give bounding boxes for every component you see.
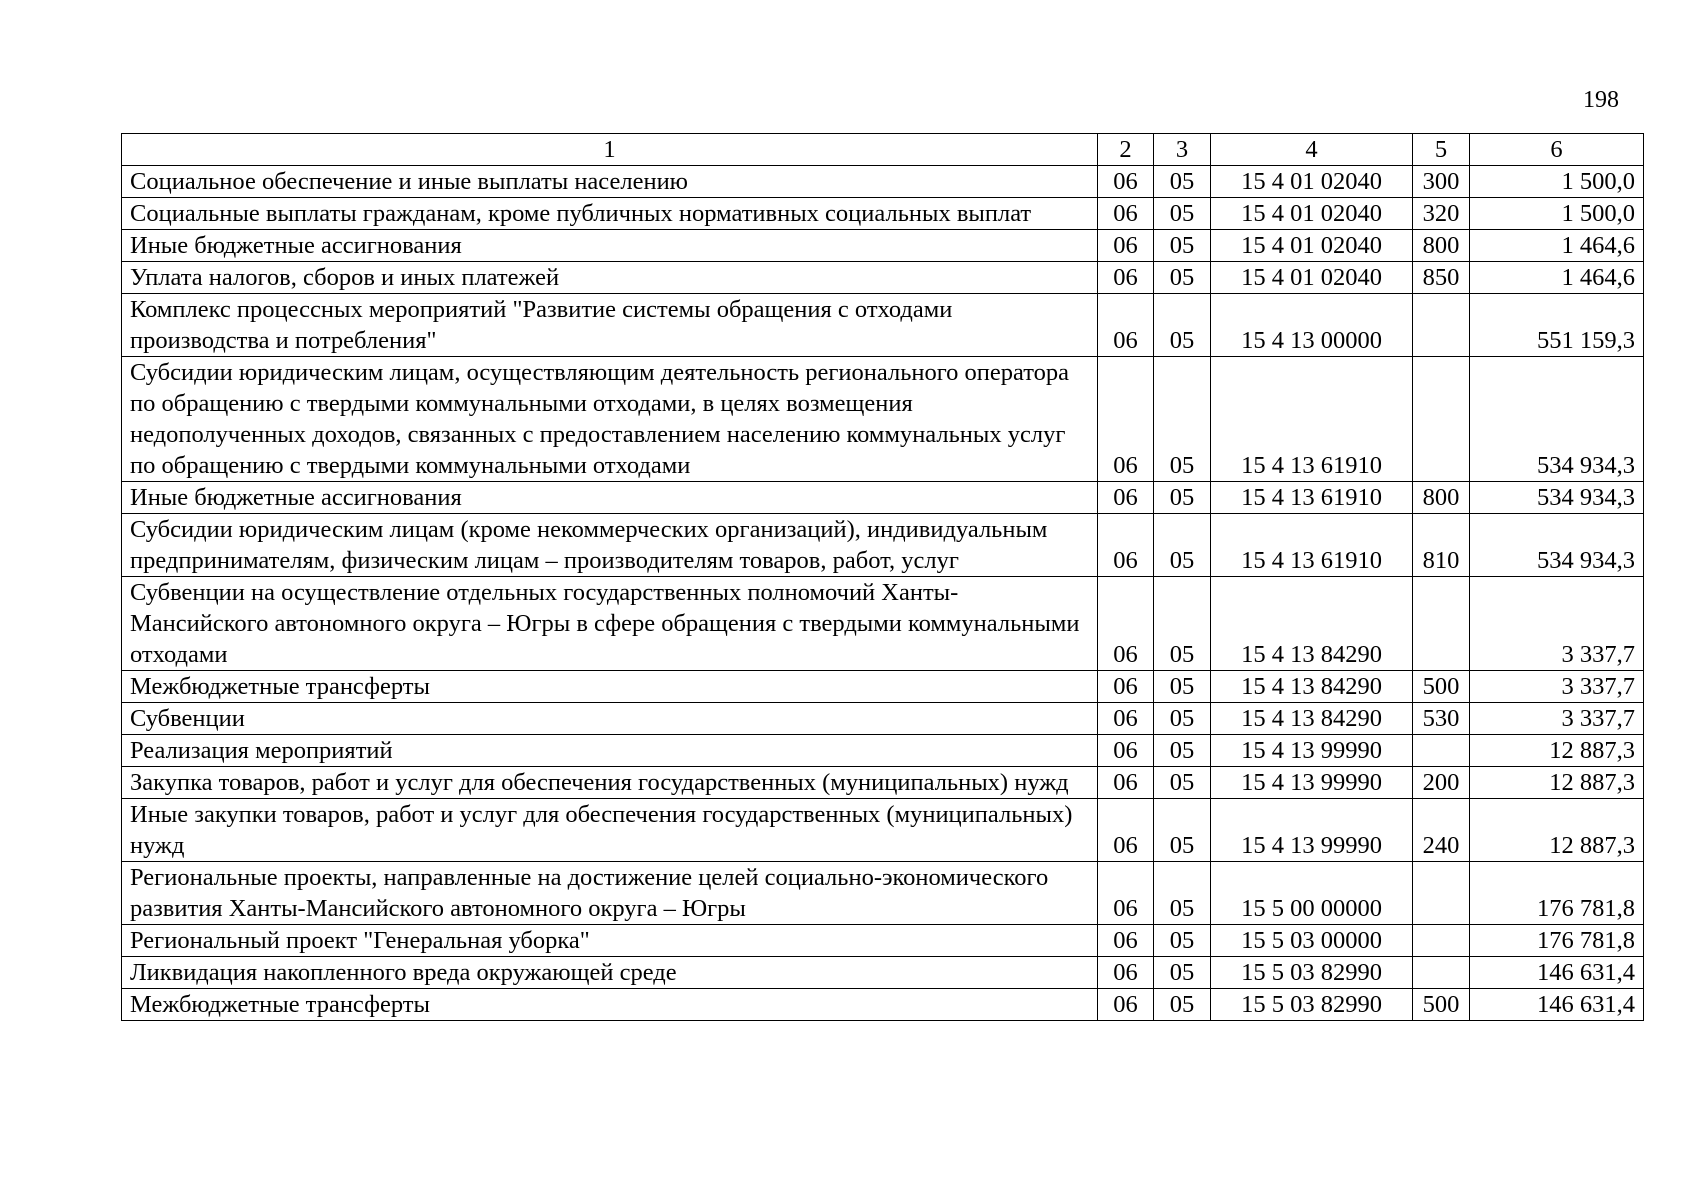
- cell-amount: 146 631,4: [1470, 989, 1644, 1021]
- cell-section: 06: [1098, 198, 1154, 230]
- page-number: 198: [1583, 87, 1619, 113]
- table-row: [122, 514, 1644, 577]
- cell-section: 06: [1098, 482, 1154, 514]
- cell-name: Социальные выплаты гражданам, кроме публичных нормативных социальных выплат: [122, 198, 1098, 230]
- cell-name: Межбюджетные трансферты: [122, 671, 1098, 703]
- cell-name: Иные бюджетные ассигнования: [122, 482, 1098, 514]
- cell-subsection: 05: [1154, 925, 1211, 957]
- table-header-row: [122, 134, 1644, 166]
- cell-target-article: 15 4 01 02040: [1211, 230, 1413, 262]
- cell-name: Реализация мероприятий: [122, 735, 1098, 767]
- cell-section: 06: [1098, 735, 1154, 767]
- cell-name: Уплата налогов, сборов и иных платежей: [122, 262, 1098, 294]
- cell-section: 06: [1098, 925, 1154, 957]
- cell-subsection: 05: [1154, 989, 1211, 1021]
- cell-expense-type: [1413, 735, 1470, 767]
- table-row: [122, 925, 1644, 957]
- cell-target-article: 15 5 00 00000: [1211, 862, 1413, 925]
- cell-amount: 534 934,3: [1470, 482, 1644, 514]
- header-col-6: 6: [1470, 134, 1644, 166]
- cell-name: Межбюджетные трансферты: [122, 989, 1098, 1021]
- cell-subsection: 05: [1154, 703, 1211, 735]
- cell-expense-type: [1413, 862, 1470, 925]
- cell-target-article: 15 4 13 84290: [1211, 671, 1413, 703]
- table-row: [122, 294, 1644, 357]
- cell-expense-type: 320: [1413, 198, 1470, 230]
- table-row: [122, 989, 1644, 1021]
- cell-name: Субвенции на осуществление отдельных государственных полномочий Ханты-Мансийского автономного округа – Югры в сфере обращения с твердыми коммунальными отходами: [122, 577, 1098, 671]
- cell-expense-type: 800: [1413, 230, 1470, 262]
- budget-table: [121, 133, 1644, 1021]
- table-row: [122, 735, 1644, 767]
- cell-amount: 3 337,7: [1470, 577, 1644, 671]
- cell-amount: 176 781,8: [1470, 925, 1644, 957]
- cell-subsection: 05: [1154, 577, 1211, 671]
- cell-target-article: 15 4 13 61910: [1211, 357, 1413, 482]
- cell-expense-type: 300: [1413, 166, 1470, 198]
- cell-expense-type: 500: [1413, 671, 1470, 703]
- cell-target-article: 15 4 13 84290: [1211, 703, 1413, 735]
- cell-amount: 3 337,7: [1470, 703, 1644, 735]
- cell-section: 06: [1098, 262, 1154, 294]
- table-row: [122, 357, 1644, 482]
- cell-expense-type: 800: [1413, 482, 1470, 514]
- cell-name: Субвенции: [122, 703, 1098, 735]
- cell-section: 06: [1098, 703, 1154, 735]
- cell-amount: 1 464,6: [1470, 230, 1644, 262]
- cell-expense-type: [1413, 925, 1470, 957]
- table-row: [122, 198, 1644, 230]
- cell-section: 06: [1098, 166, 1154, 198]
- cell-name: Иные закупки товаров, работ и услуг для обеспечения государственных (муниципальных) нужд: [122, 799, 1098, 862]
- cell-subsection: 05: [1154, 514, 1211, 577]
- cell-subsection: 05: [1154, 767, 1211, 799]
- cell-target-article: 15 5 03 00000: [1211, 925, 1413, 957]
- table-row: [122, 482, 1644, 514]
- cell-expense-type: [1413, 957, 1470, 989]
- table-row: [122, 577, 1644, 671]
- table-row: [122, 703, 1644, 735]
- cell-subsection: 05: [1154, 671, 1211, 703]
- cell-subsection: 05: [1154, 357, 1211, 482]
- cell-subsection: 05: [1154, 198, 1211, 230]
- cell-amount: 146 631,4: [1470, 957, 1644, 989]
- cell-section: 06: [1098, 957, 1154, 989]
- cell-expense-type: 810: [1413, 514, 1470, 577]
- cell-name: Ликвидация накопленного вреда окружающей среде: [122, 957, 1098, 989]
- cell-expense-type: [1413, 577, 1470, 671]
- cell-section: 06: [1098, 799, 1154, 862]
- header-col-2: 2: [1098, 134, 1154, 166]
- header-col-4: 4: [1211, 134, 1413, 166]
- table-body: [122, 166, 1644, 1021]
- cell-expense-type: [1413, 357, 1470, 482]
- cell-amount: 176 781,8: [1470, 862, 1644, 925]
- cell-name: Региональные проекты, направленные на достижение целей социально-экономического развития Ханты-Мансийского автономного округа – Югры: [122, 862, 1098, 925]
- cell-section: 06: [1098, 989, 1154, 1021]
- cell-name: Субсидии юридическим лицам (кроме некоммерческих организаций), индивидуальным предпринимателям, физическим лицам – производителям товаров, работ, услуг: [122, 514, 1098, 577]
- cell-subsection: 05: [1154, 862, 1211, 925]
- cell-target-article: 15 4 01 02040: [1211, 262, 1413, 294]
- cell-expense-type: 200: [1413, 767, 1470, 799]
- cell-section: 06: [1098, 862, 1154, 925]
- cell-amount: 1 464,6: [1470, 262, 1644, 294]
- cell-amount: 12 887,3: [1470, 767, 1644, 799]
- table-row: [122, 671, 1644, 703]
- cell-name: Иные бюджетные ассигнования: [122, 230, 1098, 262]
- cell-amount: 551 159,3: [1470, 294, 1644, 357]
- cell-subsection: 05: [1154, 166, 1211, 198]
- cell-name: Закупка товаров, работ и услуг для обеспечения государственных (муниципальных) нужд: [122, 767, 1098, 799]
- cell-amount: 12 887,3: [1470, 799, 1644, 862]
- cell-section: 06: [1098, 294, 1154, 357]
- cell-section: 06: [1098, 577, 1154, 671]
- table-row: [122, 957, 1644, 989]
- cell-section: 06: [1098, 230, 1154, 262]
- header-col-1: 1: [122, 134, 1098, 166]
- cell-target-article: 15 4 01 02040: [1211, 198, 1413, 230]
- table-row: [122, 862, 1644, 925]
- cell-section: 06: [1098, 357, 1154, 482]
- cell-section: 06: [1098, 514, 1154, 577]
- cell-name: Региональный проект "Генеральная уборка": [122, 925, 1098, 957]
- cell-expense-type: 500: [1413, 989, 1470, 1021]
- cell-expense-type: [1413, 294, 1470, 357]
- cell-target-article: 15 4 13 99990: [1211, 799, 1413, 862]
- cell-subsection: 05: [1154, 262, 1211, 294]
- cell-subsection: 05: [1154, 482, 1211, 514]
- table-row: [122, 799, 1644, 862]
- cell-expense-type: 530: [1413, 703, 1470, 735]
- cell-subsection: 05: [1154, 735, 1211, 767]
- cell-target-article: 15 4 13 61910: [1211, 482, 1413, 514]
- cell-amount: 534 934,3: [1470, 357, 1644, 482]
- cell-amount: 3 337,7: [1470, 671, 1644, 703]
- cell-expense-type: 850: [1413, 262, 1470, 294]
- cell-section: 06: [1098, 767, 1154, 799]
- cell-target-article: 15 4 13 84290: [1211, 577, 1413, 671]
- cell-subsection: 05: [1154, 294, 1211, 357]
- header-col-3: 3: [1154, 134, 1211, 166]
- header-col-5: 5: [1413, 134, 1470, 166]
- cell-target-article: 15 4 01 02040: [1211, 166, 1413, 198]
- table-row: [122, 166, 1644, 198]
- cell-name: Субсидии юридическим лицам, осуществляющим деятельность регионального оператора по обращению с твердыми коммунальными отходами, в целях возмещения недополученных доходов, связанных с предоставлением населению коммунальных услуг по обращению с твердыми коммунальными отходами: [122, 357, 1098, 482]
- table-row: [122, 262, 1644, 294]
- cell-target-article: 15 5 03 82990: [1211, 989, 1413, 1021]
- cell-expense-type: 240: [1413, 799, 1470, 862]
- cell-name: Социальное обеспечение и иные выплаты населению: [122, 166, 1098, 198]
- cell-target-article: 15 5 03 82990: [1211, 957, 1413, 989]
- cell-target-article: 15 4 13 61910: [1211, 514, 1413, 577]
- cell-subsection: 05: [1154, 957, 1211, 989]
- table-row: [122, 767, 1644, 799]
- cell-target-article: 15 4 13 99990: [1211, 735, 1413, 767]
- cell-target-article: 15 4 13 99990: [1211, 767, 1413, 799]
- cell-target-article: 15 4 13 00000: [1211, 294, 1413, 357]
- cell-amount: 1 500,0: [1470, 198, 1644, 230]
- cell-subsection: 05: [1154, 230, 1211, 262]
- cell-amount: 1 500,0: [1470, 166, 1644, 198]
- cell-section: 06: [1098, 671, 1154, 703]
- cell-amount: 12 887,3: [1470, 735, 1644, 767]
- table-row: [122, 230, 1644, 262]
- cell-subsection: 05: [1154, 799, 1211, 862]
- cell-name: Комплекс процессных мероприятий "Развитие системы обращения с отходами производства и потребления": [122, 294, 1098, 357]
- cell-amount: 534 934,3: [1470, 514, 1644, 577]
